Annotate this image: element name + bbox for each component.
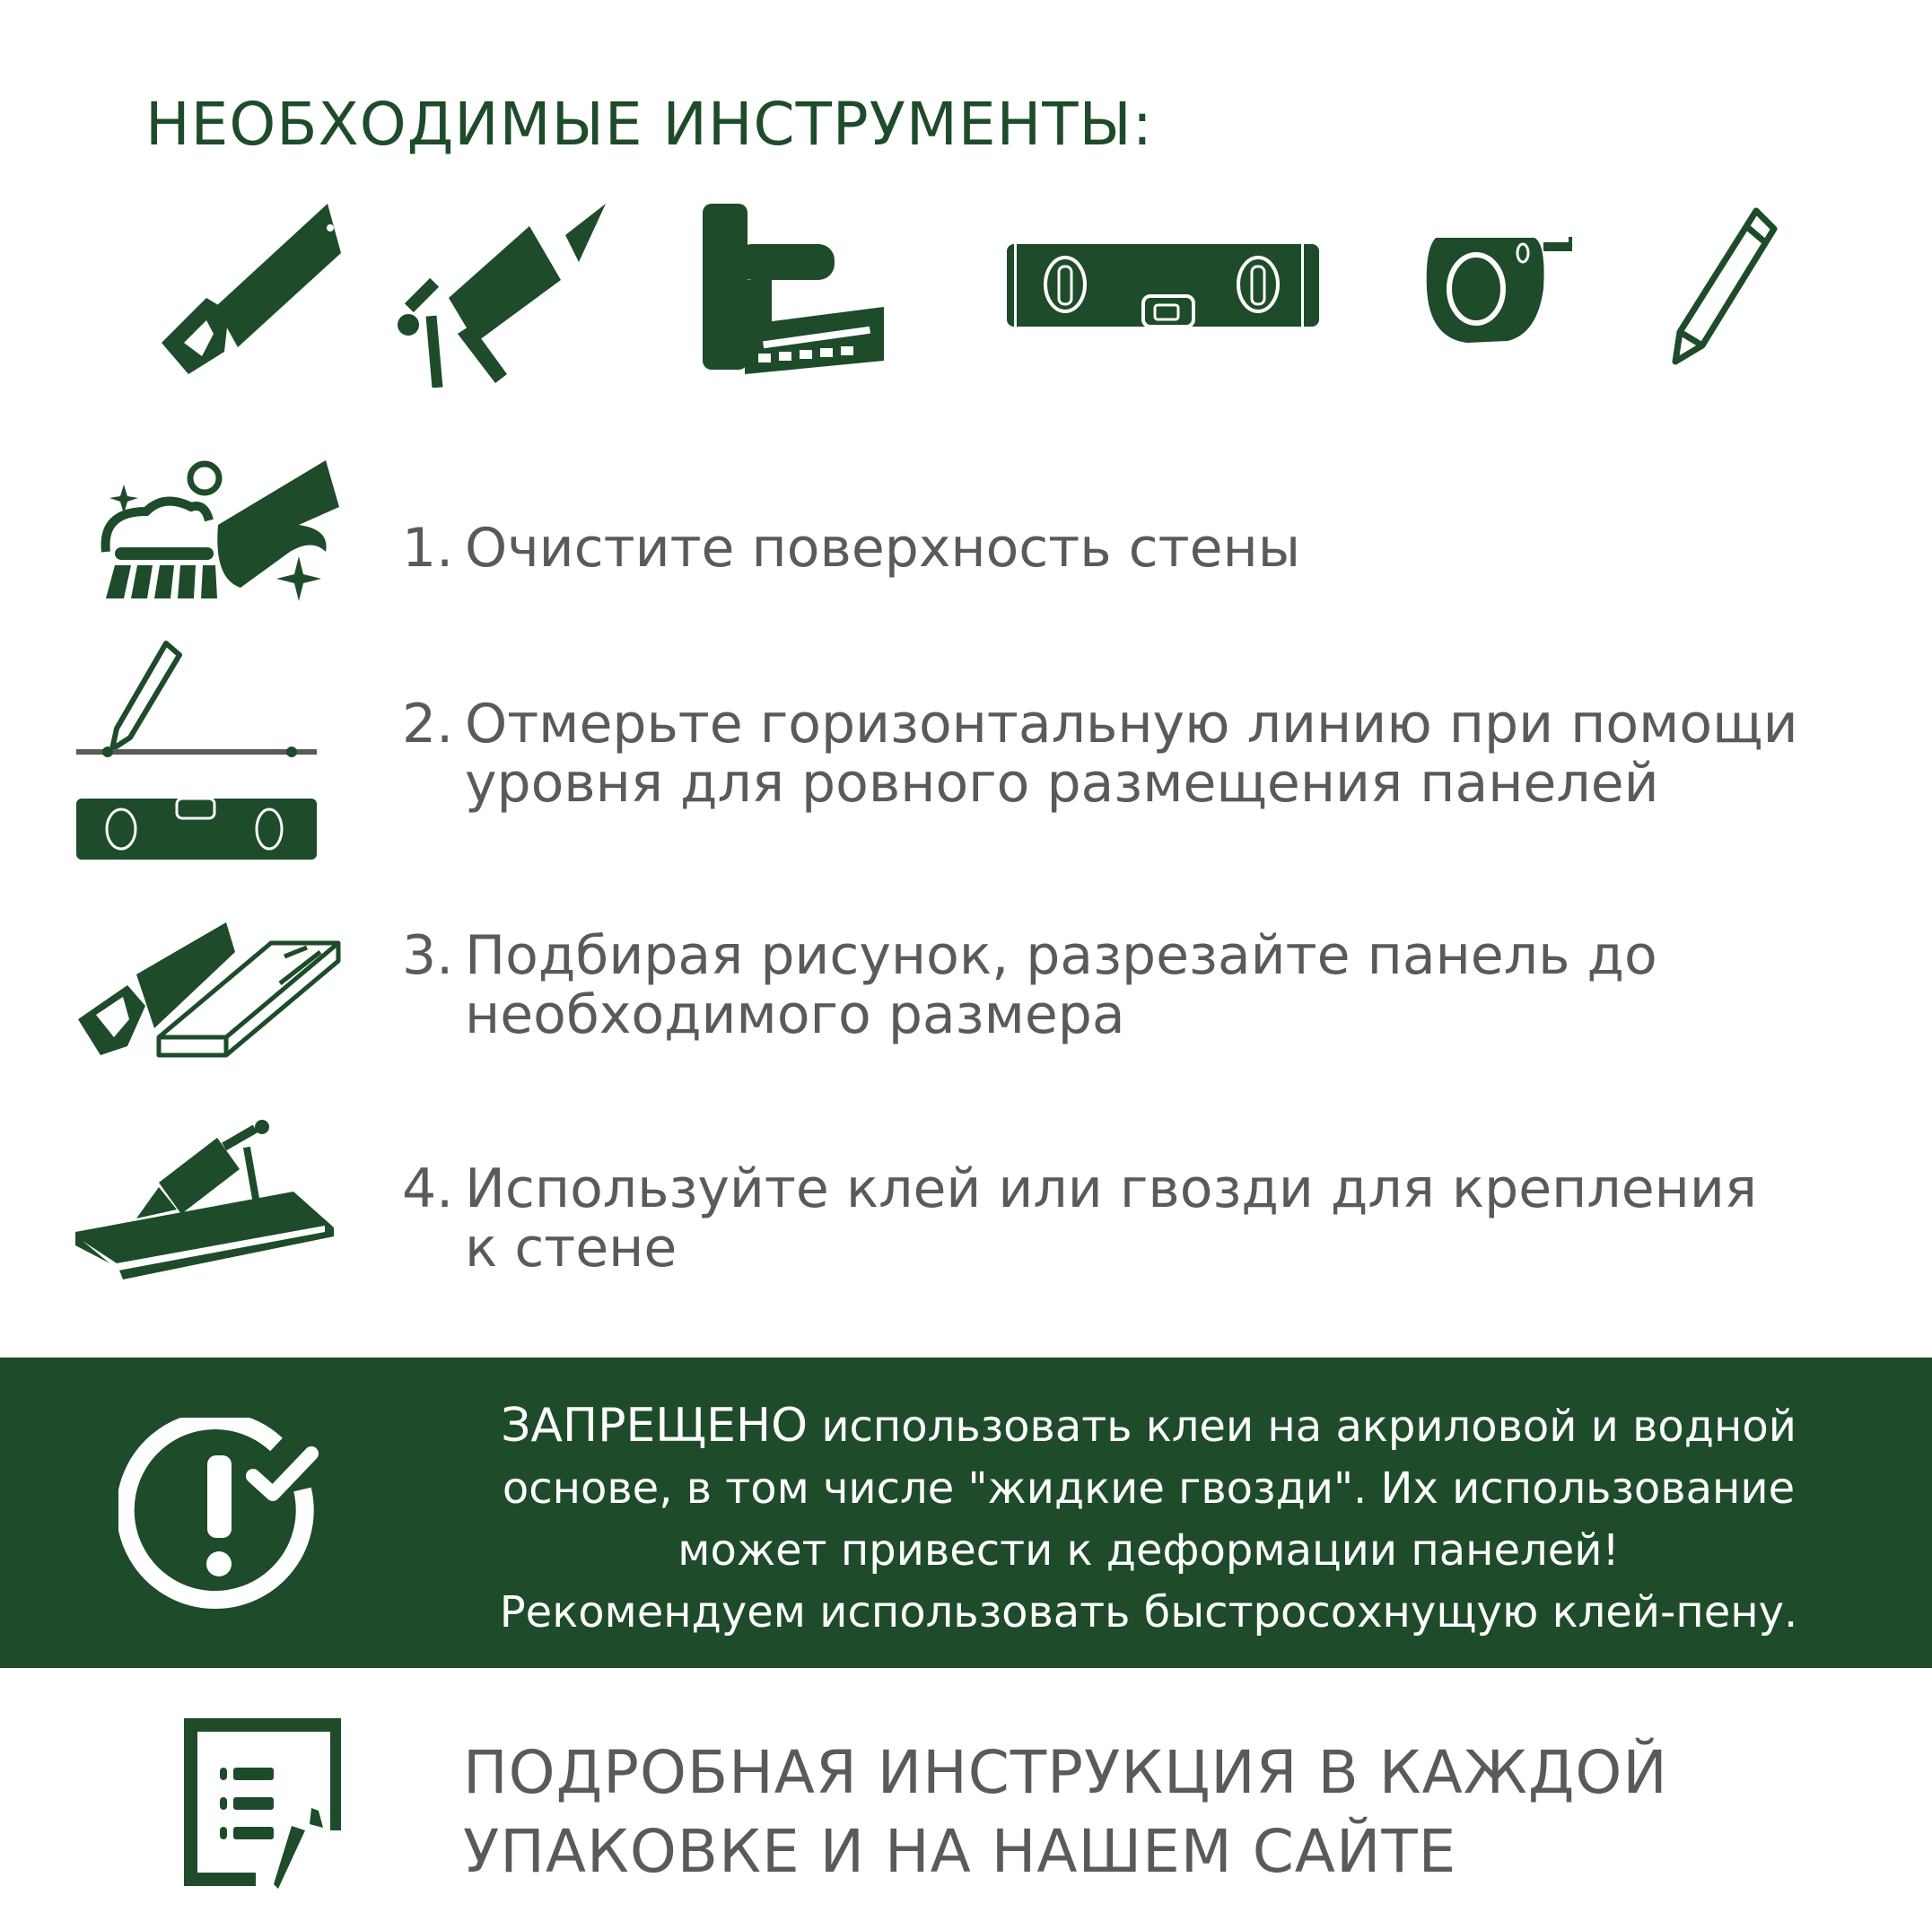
glue-gun-panel-icon [74, 1120, 343, 1295]
step-number: 2. [402, 693, 454, 755]
spirit-level-icon [1007, 244, 1319, 327]
footer-text: ПОДРОБНАЯ ИНСТРУКЦИЯ В КАЖДОЙ УПАКОВКЕ И НА НАШЕМ САЙТЕ [463, 1738, 1668, 1886]
pencil-icon [1671, 202, 1783, 368]
step-3-text: 3. Подбирая рисунок, разрезайте панель до необходимого размера [402, 924, 1657, 1046]
warning-banner [0, 1358, 1932, 1668]
step-number: 4. [402, 1157, 454, 1220]
page-title: НЕОБХОДИМЫЕ ИНСТРУМЕНТЫ: [145, 90, 1153, 159]
saw-panel-icon [74, 921, 343, 1073]
step-1-text: 1. Очистите поверхность стены [402, 517, 1301, 580]
step-2-text: 2. Отмерьте горизонтальную линию при помощи уровня для ровного размещения панелей [402, 693, 1798, 815]
step-4-text: 4. Используйте клей или гвозди для крепления к стене [402, 1157, 1757, 1279]
nail-gun-icon [700, 199, 906, 383]
cleaning-brush-icon [97, 453, 339, 601]
warning-emphasis: ЗАПРЕЩЕНО [501, 1399, 809, 1453]
warning-text: ЗАПРЕЩЕНО использовать клеи на акриловой и водной основе, в том числе "жидкие гвозди". Их использование может привести к деформации панелей! Рекомендуем использовать быстросохнущую клей-пену. [499, 1399, 1798, 1637]
document-edit-icon [184, 1718, 350, 1889]
step-number: 3. [402, 924, 454, 987]
pencil-level-icon [76, 639, 319, 863]
tape-measure-icon [1422, 235, 1584, 347]
caulking-gun-icon [395, 199, 610, 388]
step-number: 1. [402, 517, 454, 580]
alert-check-icon [118, 1418, 320, 1611]
hand-saw-icon [153, 199, 350, 379]
